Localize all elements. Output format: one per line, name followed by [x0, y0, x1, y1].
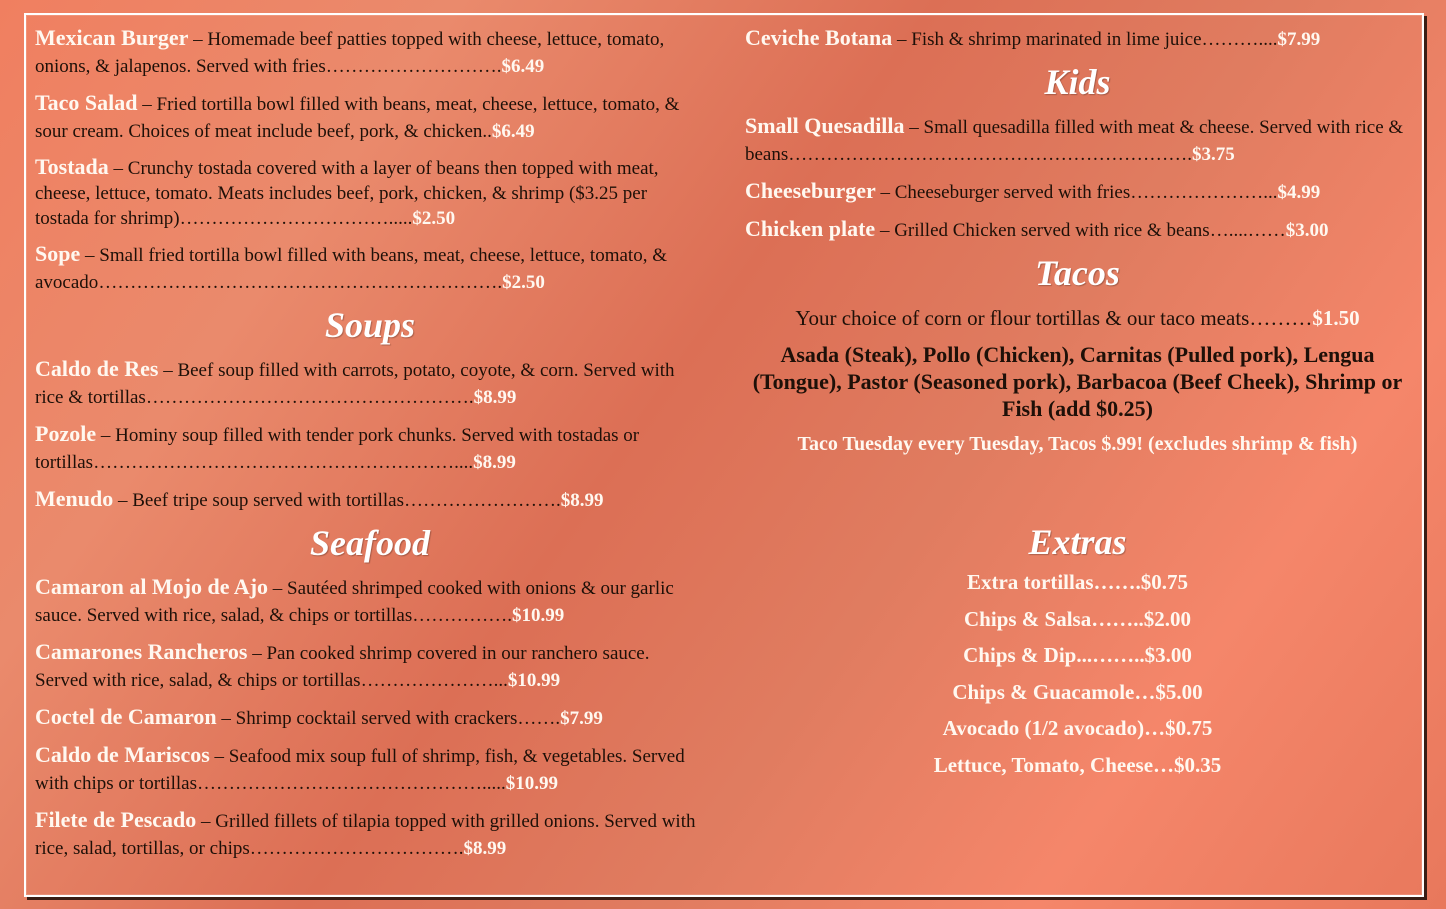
menu-item	[35, 420, 705, 476]
item-description: – Beef soup filled with carrots, potato, coyote, & corn. Served with rice & tortillas	[35, 360, 675, 408]
item-dots: ……………………………………….....	[197, 773, 506, 794]
item-price: $4.99	[1277, 182, 1321, 203]
item-name: Caldo de Mariscos	[35, 742, 210, 767]
item-dots: …………………………….....	[179, 208, 413, 229]
item-dots: …………………...	[360, 670, 508, 691]
item-dots: …………………...	[1130, 182, 1278, 203]
extra-item: Avocado (1/2 avocado)…$0.75	[942, 716, 1213, 740]
item-name: Menudo	[35, 486, 114, 511]
item-description: – Grilled Chicken served with rice & beans	[875, 220, 1210, 241]
item-description: – Crunchy tostada covered with a layer of beans then topped with meat, cheese, lettuce, tomato. Meats includes beef, pork, chicken, & shrimp ($3.25 per tostada for shrimp)	[35, 158, 659, 229]
tacos-price: $1.50	[1312, 306, 1360, 330]
item-name: Coctel de Camaron	[35, 704, 217, 729]
section-title-seafood: Seafood	[310, 523, 430, 563]
item-price: $10.99	[505, 773, 559, 794]
item-description: – Grilled fillets of tilapia topped with grilled onions. Served with rice, salad, tortillas, or chips	[35, 811, 696, 859]
item-price: $6.49	[491, 121, 535, 142]
menu-item	[35, 638, 705, 694]
left-column	[35, 24, 705, 871]
item-price: $8.99	[463, 838, 507, 859]
item-dots: …………….	[412, 605, 513, 626]
item-price: $2.50	[502, 272, 545, 293]
menu-item	[745, 215, 1410, 244]
menu-item	[35, 741, 705, 797]
item-dots: …....……	[1209, 220, 1286, 241]
item-price: $10.99	[507, 670, 561, 691]
section-title-extras: Extras	[1028, 522, 1127, 562]
item-dots: ……………………….	[325, 56, 502, 77]
item-name: Camarones Rancheros	[35, 639, 248, 664]
extras-list	[745, 564, 1410, 783]
item-price: $3.00	[1285, 220, 1329, 241]
menu-item	[35, 24, 705, 80]
item-name: Chicken plate	[745, 216, 876, 241]
item-name: Caldo de Res	[35, 356, 159, 381]
item-price: $7.99	[560, 708, 603, 729]
item-description: – Sautéed shrimped cooked with onions & our garlic sauce. Served with rice, salad, & chips or tortillas	[35, 578, 674, 626]
item-description: – Small fried tortilla bowl filled with beans, meat, cheese, lettuce, tomato, & avocado	[35, 245, 667, 293]
menu-item	[35, 240, 705, 296]
menu-item	[35, 703, 705, 732]
item-dots: ………....	[1201, 29, 1278, 50]
item-name: Small Quesadilla	[745, 113, 905, 138]
menu-item	[745, 112, 1410, 168]
taco-tuesday-note: Taco Tuesday every Tuesday, Tacos $.99! (excludes shrimp & fish)	[797, 433, 1358, 455]
menu-item	[35, 154, 705, 231]
item-name: Pozole	[35, 421, 97, 446]
item-price: $3.75	[1192, 144, 1235, 165]
item-name: Mexican Burger	[35, 25, 189, 50]
item-dots: ……………………………………………………….	[788, 144, 1193, 165]
extra-item: Extra tortillas…….$0.75	[966, 570, 1189, 594]
taco-meats-list: Asada (Steak), Pollo (Chicken), Carnitas (Pulled pork), Lengua (Tongue), Pastor (Seasoned pork), Barbacoa (Beef Cheek), Shrimp or Fish (add $0.25)	[752, 342, 1403, 421]
item-description: – Fish & shrimp marinated in lime juice	[892, 29, 1202, 50]
menu-item	[35, 806, 705, 862]
item-name: Sope	[35, 241, 81, 266]
item-dots: ……………………………………………………….	[98, 272, 503, 293]
item-price: $8.99	[560, 490, 604, 511]
extra-item: Chips & Dip...……..$3.00	[963, 643, 1192, 667]
item-price: $8.99	[473, 387, 517, 408]
item-description: – Hominy soup filled with tender pork chunks. Served with tostadas or tortillas	[35, 425, 640, 473]
item-name: Ceviche Botana	[745, 25, 893, 50]
item-price: $7.99	[1277, 29, 1321, 50]
item-dots: …………………………………………………....	[93, 452, 474, 473]
item-description: – Shrimp cocktail served with crackers	[216, 708, 518, 729]
section-title-soups: Soups	[324, 305, 416, 345]
item-dots: …….	[517, 708, 561, 729]
item-name: Cheeseburger	[745, 178, 876, 203]
item-dots: …………………….	[404, 490, 561, 511]
menu-item	[745, 24, 1410, 53]
item-name: Filete de Pescado	[35, 807, 197, 832]
item-name: Taco Salad	[35, 90, 138, 115]
item-price: $10.99	[512, 605, 565, 626]
item-description: – Pan cooked shrimp covered in our ranchero sauce. Served with rice, salad, & chips or tortillas	[35, 643, 650, 691]
menu-item	[35, 355, 705, 411]
section-title-kids: Kids	[1044, 62, 1111, 102]
right-column	[745, 24, 1410, 783]
item-price: $2.50	[412, 208, 456, 229]
item-name: Tostada	[35, 154, 109, 179]
menu-item	[35, 573, 705, 629]
item-description: – Homemade beef patties topped with cheese, lettuce, tomato, onions, & jalapenos. Served with fries	[35, 29, 665, 77]
menu-item	[745, 177, 1410, 206]
extra-item: Lettuce, Tomato, Cheese…$0.35	[933, 752, 1222, 777]
item-description: – Small quesadilla filled with meat & cheese. Served with rice & beans	[745, 117, 1404, 165]
menu-item	[35, 485, 705, 514]
extra-item: Chips & Guacamole…$5.00	[952, 679, 1203, 704]
section-title-tacos: Tacos	[1035, 253, 1120, 293]
item-price: $8.99	[473, 452, 516, 473]
tacos-intro-text: Your choice of corn or flour tortillas & our taco meats………	[795, 306, 1313, 330]
extra-item: Chips & Salsa……..$2.00	[964, 606, 1191, 631]
item-description: – Cheeseburger served with fries	[875, 182, 1131, 203]
item-name: Camaron al Mojo de Ajo	[35, 574, 269, 599]
item-description: – Beef tripe soup served with tortillas	[113, 490, 404, 511]
menu-item	[35, 89, 705, 145]
item-price: $6.49	[501, 56, 545, 77]
tacos-intro	[745, 303, 1410, 333]
item-dots: …………………………….	[249, 838, 464, 859]
item-description: – Seafood mix soup full of shrimp, fish, & vegetables. Served with chips or tortillas	[35, 746, 685, 794]
item-dots: …………………………………………….	[145, 387, 474, 408]
item-description: – Fried tortilla bowl filled with beans, meat, cheese, lettuce, tomato, & sour cream. Choices of meat include beef, pork, & chicken..	[35, 94, 680, 142]
